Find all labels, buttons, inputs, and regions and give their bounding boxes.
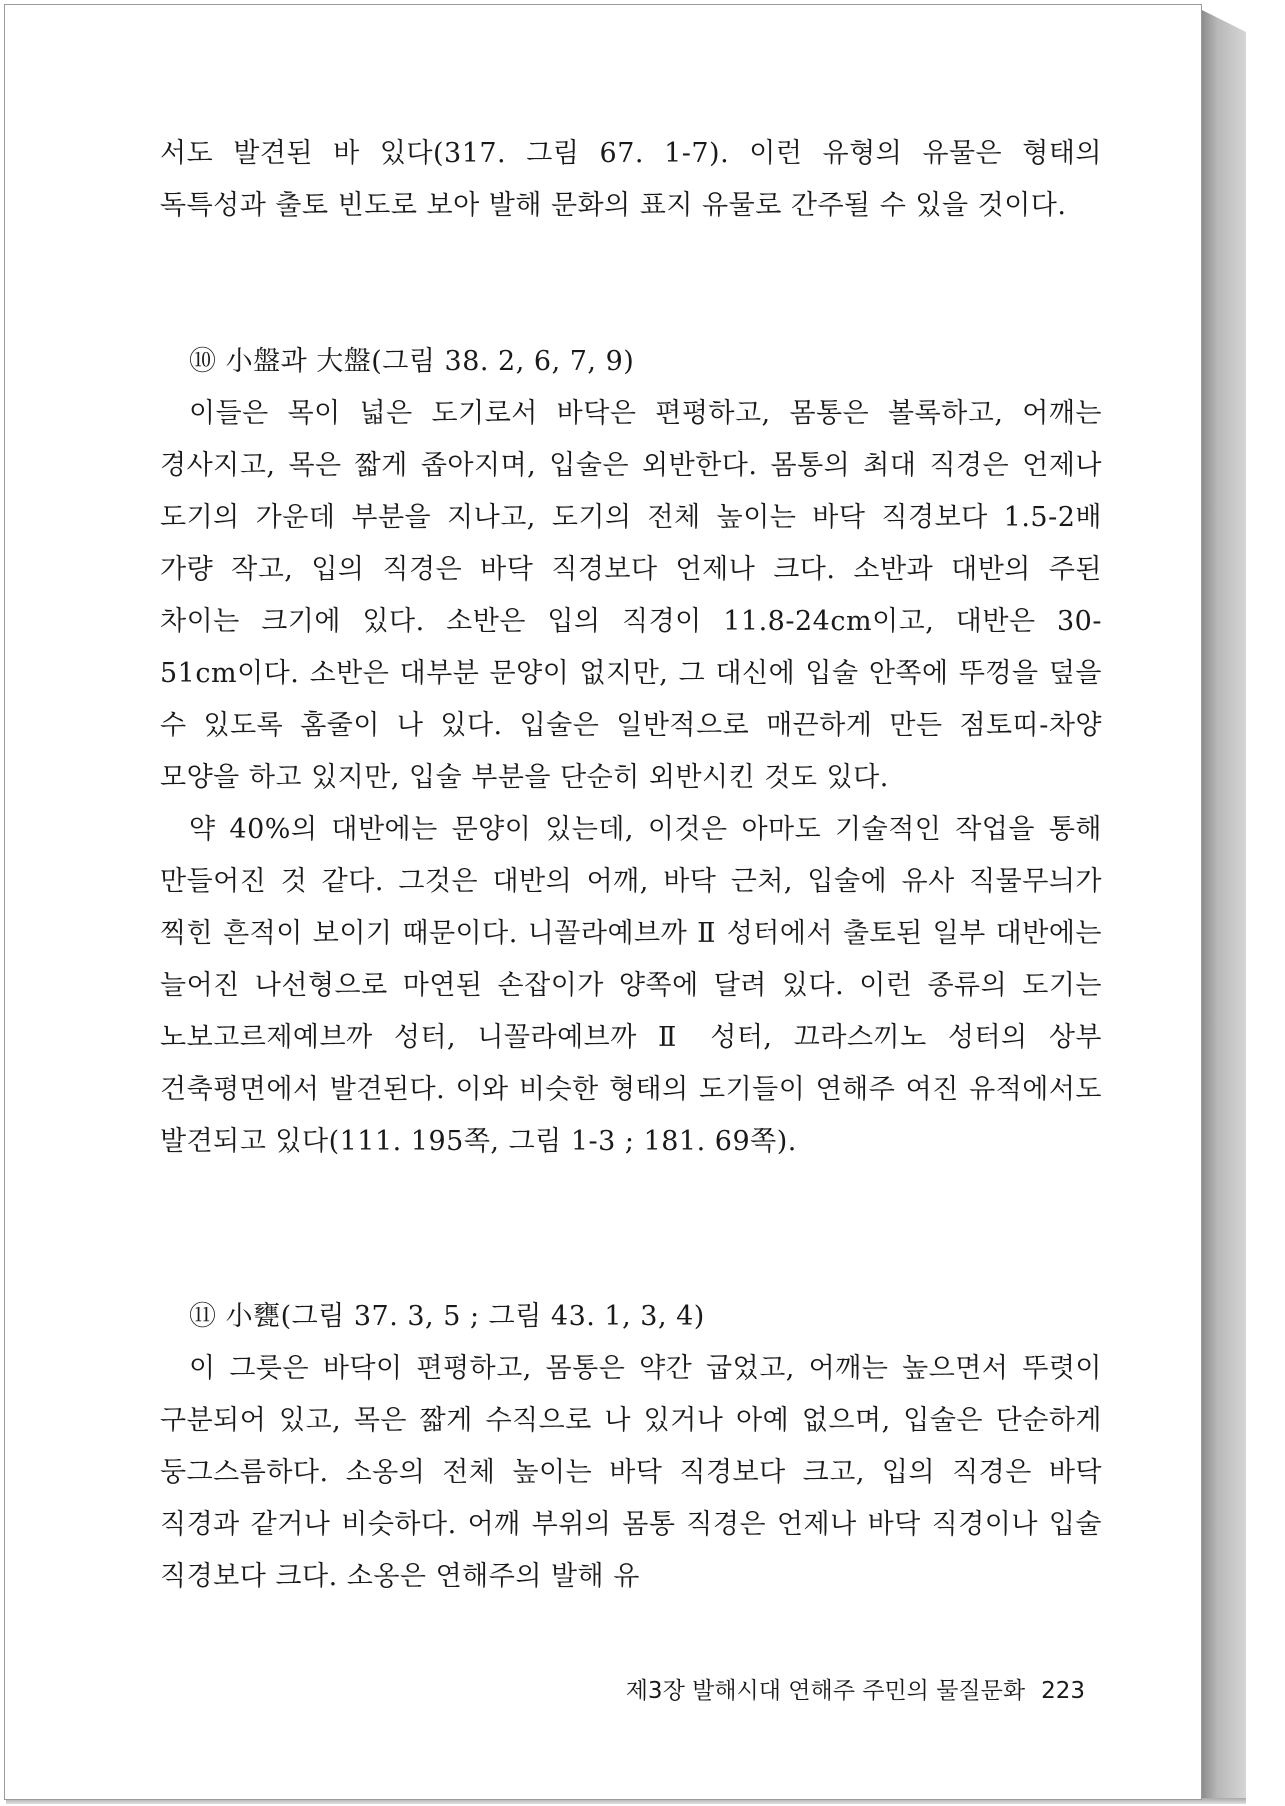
page-edge-shadow: [1202, 10, 1246, 1800]
section-heading-10: ⑩ 小盤과 大盤(그림 38. 2, 6, 7, 9): [189, 346, 635, 377]
section-heading-11: ⑪ 小甕(그림 37. 3, 5 ; 그림 43. 1, 3, 4): [189, 1301, 705, 1332]
body-paragraph-1: 서도 발견된 바 있다(317. 그림 67. 1-7). 이런 유형의 유물은 형태의 독특성과 출토 빈도로 보아 발해 문화의 표지 유물로 간주될 수 있을 것이다.: [160, 138, 1102, 221]
running-footer: [626, 1672, 1085, 1705]
page-number: 223: [1041, 1678, 1085, 1704]
paragraph-continuation: [160, 128, 1102, 232]
body-paragraph-3: 약 40%의 대반에는 문양이 있는데, 이것은 아마도 기술적인 작업을 통해 만들어진 것 같다. 그것은 대반의 어깨, 바닥 근처, 입술에 유사 직물무늬가 찍힌 흔적이 보이기 때문이다. 니꼴라예브까 Ⅱ 성터에서 출토된 일부 대반에는 늘어진 나선형으로 마연된 손잡이가 양쪽에 달려 있다. 이런 종류의 도기는 노보고르제예브까 성터, 니꼴라예브까 Ⅱ 성터, 끄라스끼노 성터의 상부 건축평면에서 발견된다. 이와 비슷한 형태의 도기들이 연해주 여진 유적에서도 발견되고 있다(111. 195쪽, 그림 1-3 ; 181. 69쪽).: [160, 814, 1102, 1157]
section-10: [160, 336, 1102, 1168]
section-11: [160, 1291, 1102, 1603]
chapter-title: 제3장 발해시대 연해주 주민의 물질문화: [625, 1678, 1026, 1704]
body-paragraph-4: 이 그릇은 바닥이 편평하고, 몸통은 약간 굽었고, 어깨는 높으면서 뚜렷이 구분되어 있고, 목은 짧게 수직으로 나 있거나 아예 없으며, 입술은 단순하게 둥그스름하다. 소옹의 전체 높이는 바닥 직경보다 크고, 입의 직경은 바닥 직경과 같거나 비슷하다. 어깨 부위의 몸통 직경은 언제나 바닥 직경이나 입술 직경보다 크다. 소옹은 연해주의 발해 유: [160, 1353, 1102, 1592]
body-paragraph-2: 이들은 목이 넓은 도기로서 바닥은 편평하고, 몸통은 볼록하고, 어깨는 경사지고, 목은 짧게 좁아지며, 입술은 외반한다. 몸통의 최대 직경은 언제나 도기의 가운데 부분을 지나고, 도기의 전체 높이는 바닥 직경보다 1.5-2배 가량 작고, 입의 직경은 바닥 직경보다 언제나 크다. 소반과 대반의 주된 차이는 크기에 있다. 소반은 입의 직경이 11.8-24cm이고, 대반은 30-51cm이다. 소반은 대부분 문양이 없지만, 그 대신에 입술 안쪽에 뚜껑을 덮을 수 있도록 홈줄이 나 있다. 입술은 일반적으로 매끈하게 만든 점토띠-차양 모양을 하고 있지만, 입술 부분을 단순히 외반시킨 것도 있다.: [160, 398, 1102, 793]
